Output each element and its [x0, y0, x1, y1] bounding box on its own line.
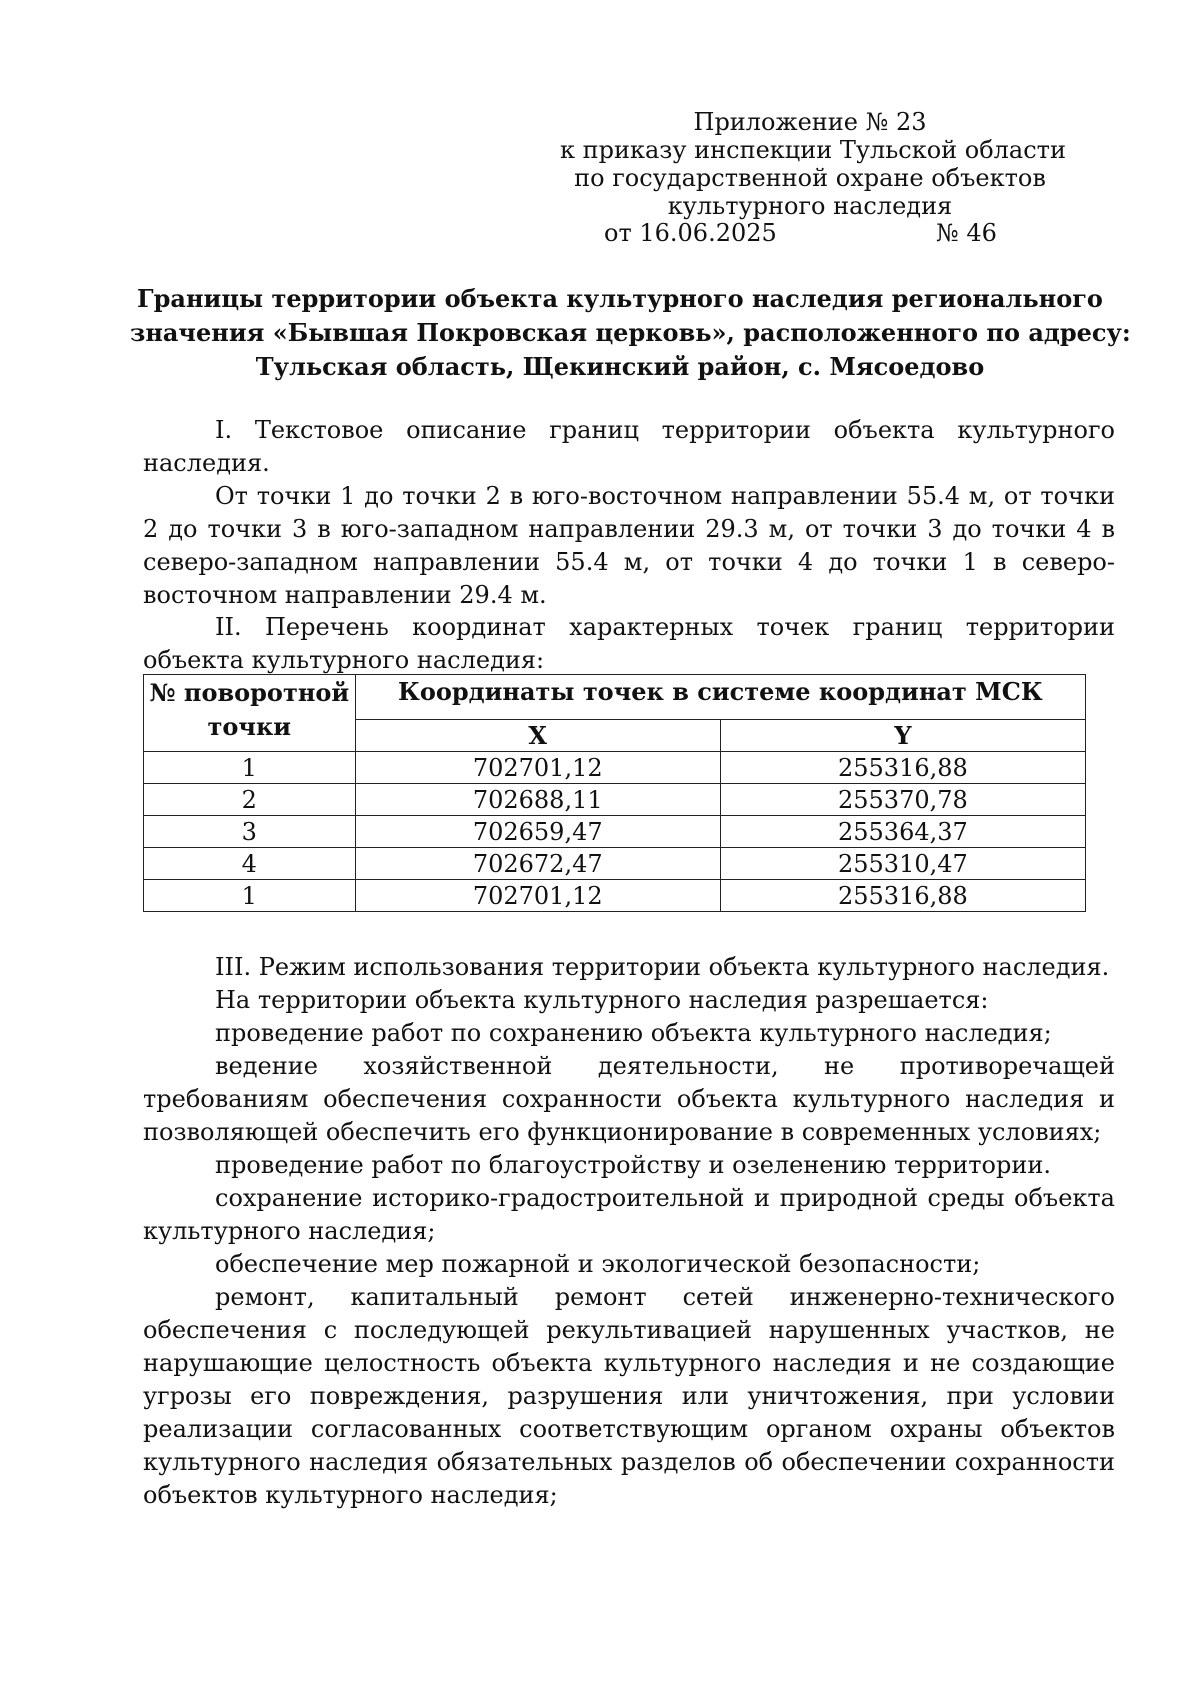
- x-coordinate-cell: 702672,47: [355, 848, 720, 880]
- appendix-title: Приложение № 23: [693, 108, 927, 136]
- section-heading: III. Режим использования территории объекта культурного наследия.: [215, 953, 1110, 981]
- point-number-cell: 1: [144, 880, 356, 912]
- section-coordinates: [143, 611, 1115, 677]
- point-number-cell: 3: [144, 816, 356, 848]
- section-heading: I. Текстовое описание границ территории объекта культурного наследия.: [143, 416, 1115, 477]
- list-item: ремонт, капитальный ремонт сетей инженерно-технического обеспечения с последующей рекультивацией нарушенных участков, не нарушающие целостность объекта культурного наследия и не создающие угрозы его повреждения, разрушения или уничтожения, при условии реализации согласованных соответствующим органом охраны объектов культурного наследия обязательных разделов об обеспечении сохранности объектов культурного наследия;: [143, 1283, 1115, 1509]
- table-row: [144, 816, 1086, 848]
- list-item: обеспечение мер пожарной и экологической безопасности;: [215, 1250, 981, 1278]
- list-item: проведение работ по сохранению объекта культурного наследия;: [215, 1019, 1052, 1047]
- title-line: значения «Бывшая Покровская церковь», расположенного по адресу:: [130, 318, 1131, 347]
- order-date: от 16.06.2025: [604, 219, 777, 247]
- appendix-line: по государственной охране объектов: [574, 164, 1046, 192]
- point-number-cell: 4: [144, 848, 356, 880]
- order-number: № 46: [936, 219, 997, 247]
- appendix-line: культурного наследия: [667, 192, 953, 220]
- list-item: проведение работ по благоустройству и озеленению территории.: [215, 1151, 1051, 1179]
- x-coordinate-cell: 702701,12: [355, 880, 720, 912]
- table-header-coordinates: Координаты точек в системе координат МСК: [355, 675, 1085, 720]
- document-title: [130, 282, 1131, 384]
- section-usage-regime: [143, 951, 1115, 1512]
- table-header-x: X: [355, 720, 720, 752]
- table-row: [144, 880, 1086, 912]
- table-row: [144, 752, 1086, 784]
- point-number-cell: 2: [144, 784, 356, 816]
- list-item: сохранение историко-градостроительной и природной среды объекта культурного наследия;: [143, 1184, 1115, 1245]
- appendix-block: [560, 108, 1066, 220]
- section-paragraph: От точки 1 до точки 2 в юго-восточном направлении 55.4 м, от точки 2 до точки 3 в юго-западном направлении 29.3 м, от точки 3 до точки 4 в северо-западном направлении 55.4 м, от точки 4 до точки 1 в северо-восточном направлении 29.4 м.: [143, 482, 1115, 609]
- y-coordinate-cell: 255364,37: [720, 816, 1085, 848]
- y-coordinate-cell: 255316,88: [720, 752, 1085, 784]
- section-text-description: [143, 414, 1115, 612]
- x-coordinate-cell: 702688,11: [355, 784, 720, 816]
- section-paragraph: На территории объекта культурного наследия разрешается:: [215, 986, 989, 1014]
- coordinates-table: [143, 674, 1086, 912]
- title-line: Тульская область, Щекинский район, с. Мясоедово: [255, 352, 985, 381]
- title-line: Границы территории объекта культурного наследия регионального: [137, 284, 1103, 313]
- table-row: [144, 848, 1086, 880]
- y-coordinate-cell: 255316,88: [720, 880, 1085, 912]
- section-heading: II. Перечень координат характерных точек границ территории объекта культурного наследия:: [143, 613, 1115, 674]
- appendix-line: к приказу инспекции Тульской области: [560, 136, 1066, 164]
- y-coordinate-cell: 255310,47: [720, 848, 1085, 880]
- y-coordinate-cell: 255370,78: [720, 784, 1085, 816]
- list-item: ведение хозяйственной деятельности, не противоречащей требованиям обеспечения сохранности объекта культурного наследия и позволяющей обеспечить его функционирование в современных условиях;: [143, 1052, 1115, 1146]
- x-coordinate-cell: 702659,47: [355, 816, 720, 848]
- table-header-y: Y: [720, 720, 1085, 752]
- x-coordinate-cell: 702701,12: [355, 752, 720, 784]
- table-header-point-number: № поворотной точки: [144, 675, 356, 752]
- table-row: [144, 784, 1086, 816]
- point-number-cell: 1: [144, 752, 356, 784]
